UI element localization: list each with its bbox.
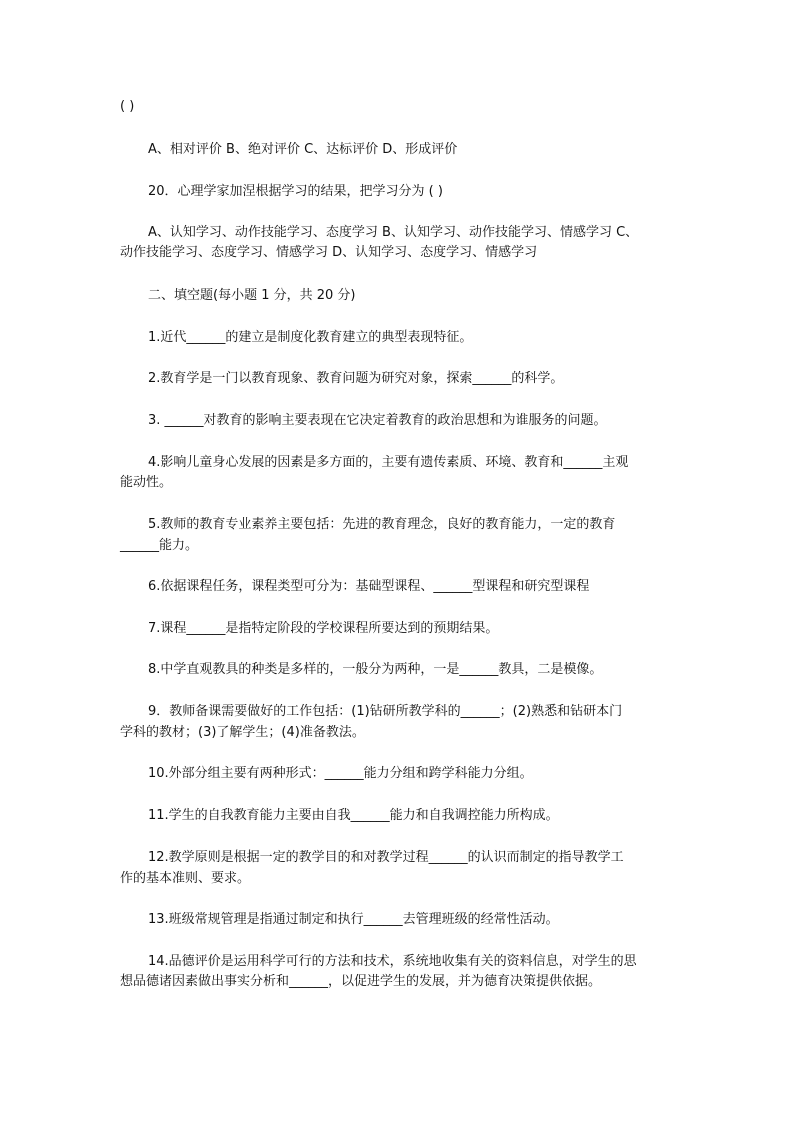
fill-in-question-9-line-1: 9．教师备课需要做好的工作包括：(1)钻研所教学科的______；(2)熟悉和钻研本门: [148, 704, 623, 719]
fill-in-question-13: 13.班级常规管理是指通过制定和执行______去管理班级的经常性活动。: [148, 912, 559, 927]
fill-in-question-5-line-2: ______能力。: [120, 538, 199, 553]
fill-in-question-12-line-2: 作的基本准则、要求。: [120, 871, 251, 886]
q19-options: A、相对评价 B、绝对评价 C、达标评价 D、形成评价: [148, 142, 458, 157]
fill-in-question-4-line-1: 4.影响儿童身心发展的因素是多方面的，主要有遗传素质、环境、教育和______主观: [148, 455, 629, 470]
q20-stem: 20．心理学家加涅根据学习的结果，把学习分为 ( ): [148, 184, 443, 199]
fill-in-question-6: 6.依据课程任务，课程类型可分为：基础型课程、______型课程和研究型课程: [148, 579, 590, 594]
fill-in-question-14-line-2: 想品德诸因素做出事实分析和______，以促进学生的发展，并为德育决策提供依据。: [120, 974, 602, 989]
fill-in-question-10: 10.外部分组主要有两种形式：______能力分组和跨学科能力分组。: [148, 766, 533, 781]
fill-in-question-1: 1.近代______的建立是制度化教育建立的典型表现特征。: [148, 330, 473, 345]
fill-in-question-9-line-2: 学科的教材；(3)了解学生；(4)准备教法。: [120, 725, 365, 740]
fill-in-question-12-line-1: 12.教学原则是根据一定的教学目的和对教学过程______的认识而制定的指导教学工: [148, 850, 624, 865]
fill-in-question-8: 8.中学直观教具的种类是多样的，一般分为两种，一是______教具，二是模像。: [148, 662, 603, 677]
section-2-title: 二、填空题(每小题 1 分，共 20 分): [148, 288, 356, 303]
fill-in-question-14-line-1: 14.品德评价是运用科学可行的方法和技术，系统地收集有关的资料信息，对学生的思: [148, 954, 637, 969]
q20-options-line-2: 动作技能学习、态度学习、情感学习 D、认知学习、态度学习、情感学习: [120, 245, 538, 260]
fill-in-question-5-line-1: 5.教师的教育专业素养主要包括：先进的教育理念，良好的教育能力，一定的教育: [148, 517, 616, 532]
answer-paren: ( ): [120, 99, 135, 114]
fill-in-question-11: 11.学生的自我教育能力主要由自我______能力和自我调控能力所构成。: [148, 808, 559, 823]
fill-in-question-2: 2.教育学是一门以教育现象、教育问题为研究对象，探索______的科学。: [148, 371, 564, 386]
fill-in-question-3: 3. ______对教育的影响主要表现在它决定着教育的政治思想和为谁服务的问题。: [148, 413, 607, 428]
fill-in-question-7: 7.课程______是指特定阶段的学校课程所要达到的预期结果。: [148, 621, 499, 636]
q20-options-line-1: A、认知学习、动作技能学习、态度学习 B、认知学习、动作技能学习、情感学习 C、: [148, 225, 639, 240]
fill-in-question-4-line-2: 能动性。: [120, 475, 173, 490]
